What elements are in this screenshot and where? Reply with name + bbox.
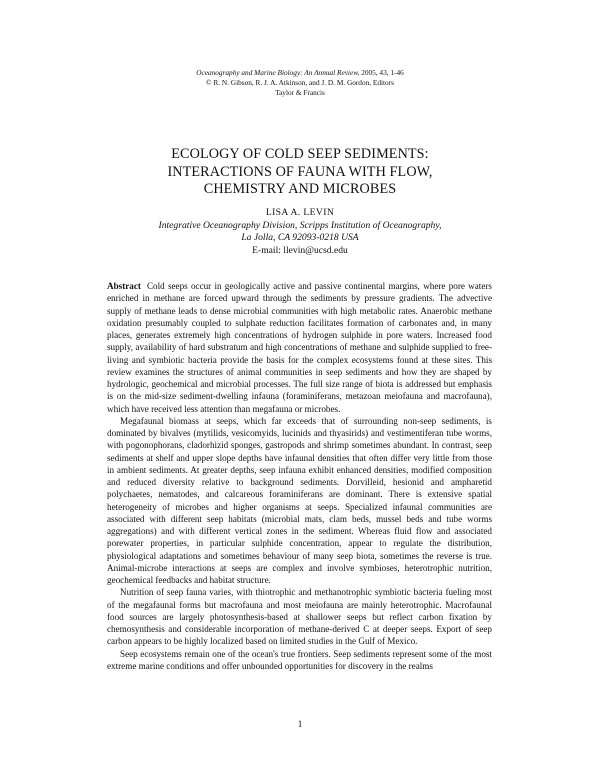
- abstract-paragraph-2: Megafaunal biomass at seeps, which far exceeds that of surrounding non-seep sediments, is dominated by bivalves (mytilids, vesicomyids, lucinids and thyasirids) and vestimentiferan tube worms, with pogonophorans, cladorhizid sponges, gastropods and shrimp sometimes abundant. In contrast, seep sediments at shelf and upper slope depths have infaunal densities that often differ very little from those in ambient sediments. At greater depths, seep infauna exhibit enhanced densities, modified composition and reduced diversity relative to background sediments. Dorvilleid, hesionid and ampharetid polychaetes, nematodes, and calcareous foraminiferans are dominant. There is extensive spatial heterogeneity of microbes and higher organisms at seeps. Specialized infaunal communities are associated with different seep habitats (microbial mats, clam beds, mussel beds and tube worms aggregations) and with different vertical zones in the sediment. Whereas fluid flow and associated porewater properties, in particular sulphide concentration, appear to regulate the distribution, physiological adaptations and sometimes behaviour of many seep biota, sometimes the reverse is true. Animal-microbe interactions at seeps are complex and involve symbioses, heterotrophic nutrition, geochemical feedbacks and habitat structure.: [107, 415, 492, 585]
- author-name: LISA A. LEVIN: [265, 207, 335, 218]
- running-header-editors: © R. N. Gibson, R. J. A. Atkinson, and J. D. M. Gordon, Editors: [206, 78, 394, 87]
- running-header-publisher: Taylor & Francis: [275, 88, 325, 97]
- title-line-1: ECOLOGY OF COLD SEEP SEDIMENTS:: [171, 146, 429, 162]
- abstract-paragraph-1-text: Cold seeps occur in geologically active and passive continental margins, where pore waters enriched in methane are forced upward through the sediments by pressure gradients. The advective supply of methane leads to dense microbial communities with high metabolic rates. Anaerobic methane oxidation presumably coupled to sulphate reduction facilitates formation of carbonates and, in many places, generates extremely high concentrations of hydrogen sulphide in pore waters. Increased food supply, availability of hard substratum and high concentrations of methane and sulphide supplied to free-living and symbiotic bacteria provide the basis for the complex ecosystems found at these sites. This review examines the structures of animal communities in seep sediments and how they are shaped by hydrologic, geochemical and microbial processes. The full size range of biota is addressed but emphasis is on the mid-size sediment-dwelling infauna (foraminiferans, metazoan meiofauna and macrofauna), which have received less attention than megafauna or microbes.: [107, 281, 492, 414]
- abstract-paragraph-1: [107, 280, 492, 415]
- author-affiliation: Integrative Oceanography Division, Scripps Institution of Oceanography,: [158, 219, 442, 231]
- journal-title: Oceanography and Marine Biology: An Annual Review,: [196, 68, 360, 77]
- abstract-label: Abstract: [107, 281, 141, 291]
- author-address: La Jolla, CA 92093-0218 USA: [241, 232, 359, 244]
- author-block: [0, 207, 600, 257]
- abstract-body: [107, 280, 492, 672]
- running-header-journal: [0, 68, 600, 78]
- abstract-paragraph-3: Nutrition of seep fauna varies, with thiotrophic and methanotrophic symbiotic bacteria fueling most of the megafaunal forms but macrofauna and most meiofauna are mainly heterotrophic. Macrofaunal food sources are largely photosynthesis-based at shallower seeps but reflect carbon fixation by chemosynthesis and considerable incorporation of methane-derived C at deeper seeps. Export of seep carbon appears to be highly localized based on limited studies in the Gulf of Mexico.: [107, 587, 492, 647]
- abstract-paragraph-4: Seep ecosystems remain one of the ocean's true frontiers. Seep sediments represent some of the most extreme marine conditions and offer unbounded opportunities for discovery in the realms: [107, 648, 492, 671]
- article-title: [0, 146, 600, 199]
- volume-info: 2005, 43, 1-46: [361, 68, 404, 77]
- title-line-2: INTERACTIONS OF FAUNA WITH FLOW,: [167, 163, 433, 180]
- title-line-3: CHEMISTRY AND MICROBES: [203, 181, 397, 197]
- page-number: 1: [297, 719, 303, 730]
- author-email: E-mail: llevin@ucsd.edu: [252, 244, 348, 256]
